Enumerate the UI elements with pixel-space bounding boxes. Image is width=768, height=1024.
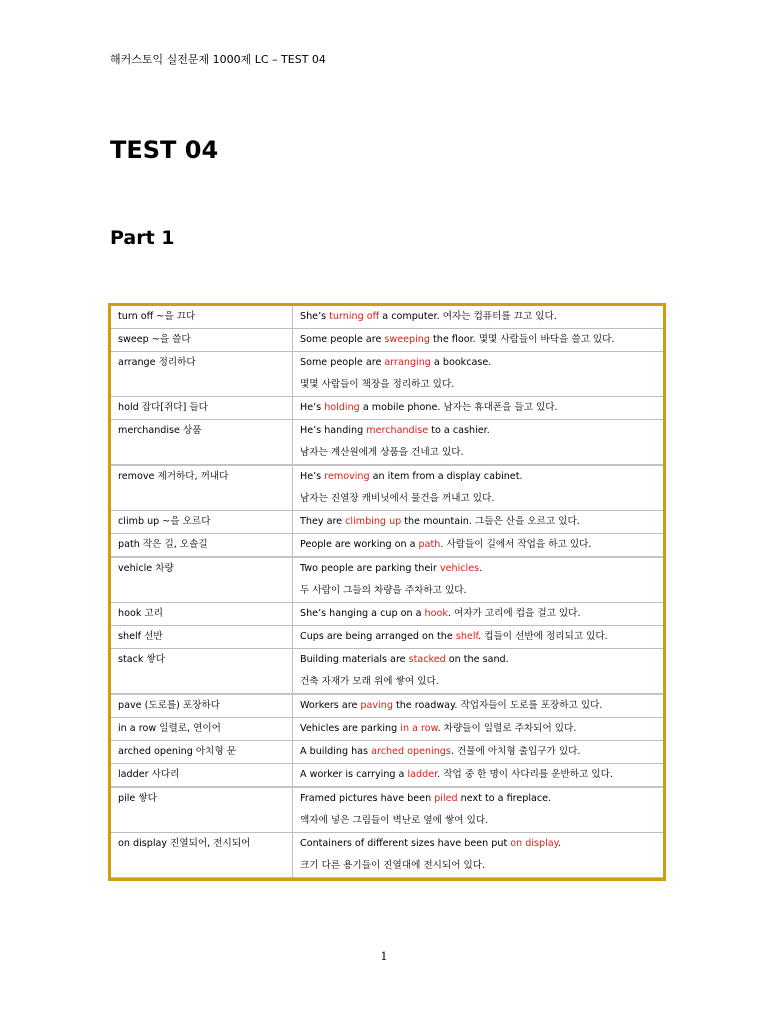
vocab-example [293, 352, 664, 397]
vocab-table [111, 306, 663, 878]
highlighted-term: path [418, 539, 441, 550]
page-number: 1 [380, 950, 388, 963]
vocab-term: turn off ~을 끄다 [111, 306, 293, 329]
vocab-row [111, 534, 663, 558]
vocab-term: in a row 일렬로, 연이어 [111, 718, 293, 741]
vocab-term: stack 쌓다 [111, 649, 293, 695]
vocab-row [111, 718, 663, 741]
example-translation: 건축 자재가 모래 위에 쌓여 있다. [300, 676, 439, 687]
vocab-row [111, 420, 663, 466]
example-text: He’s [300, 471, 325, 482]
vocab-example [293, 718, 664, 741]
vocab-example [293, 397, 664, 420]
highlighted-term: in a row [400, 723, 438, 734]
example-text: Some people are [300, 357, 385, 368]
vocab-example [293, 694, 664, 718]
highlighted-term: sweeping [384, 334, 430, 345]
highlighted-term: stacked [408, 654, 446, 665]
example-text: on the sand. [445, 654, 509, 665]
highlighted-term: holding [324, 402, 360, 413]
example-text: They are [300, 516, 346, 527]
example-text: to a cashier. [428, 425, 490, 436]
vocab-term: vehicle 차량 [111, 557, 293, 603]
highlighted-term: hook [424, 608, 448, 619]
vocab-term: path 작은 길, 오솔길 [111, 534, 293, 558]
example-translation: 남자는 계산원에게 상품을 건네고 있다. [300, 447, 464, 458]
vocab-example [293, 329, 664, 352]
vocab-example [293, 465, 664, 511]
vocab-term: sweep ~을 쓸다 [111, 329, 293, 352]
example-text: Cups are being arranged on the [300, 631, 456, 642]
document-header: 해커스토익 실전문제 1000제 LC – TEST 04 [110, 53, 326, 66]
vocab-example [293, 420, 664, 466]
vocab-row [111, 511, 663, 534]
vocab-row [111, 626, 663, 649]
example-text: Two people are parking their [300, 563, 440, 574]
vocab-example [293, 741, 664, 764]
vocab-example [293, 557, 664, 603]
example-text: Building materials are [300, 654, 409, 665]
vocab-term: arrange 정리하다 [111, 352, 293, 397]
example-text: a computer. 여자는 컴퓨터를 끄고 있다. [379, 311, 557, 322]
vocab-term: shelf 선반 [111, 626, 293, 649]
vocab-term: remove 제거하다, 꺼내다 [111, 465, 293, 511]
example-text: an item from a display cabinet. [369, 471, 523, 482]
example-text: a bookcase. [430, 357, 492, 368]
vocab-example [293, 534, 664, 558]
vocab-term: arched opening 아치형 문 [111, 741, 293, 764]
example-translation: 액자에 넣은 그림들이 벽난로 옆에 쌓여 있다. [300, 815, 489, 826]
highlighted-term: piled [434, 793, 458, 804]
example-text: . 사람들이 길에서 작업을 하고 있다. [440, 539, 592, 550]
example-text: a mobile phone. 남자는 휴대폰을 들고 있다. [359, 402, 558, 413]
vocab-row [111, 694, 663, 718]
example-translation: 크기 다른 용기들이 진열대에 전시되어 있다. [300, 860, 486, 871]
vocab-row [111, 306, 663, 329]
example-text: . 작업 중 한 명이 사다리를 운반하고 있다. [437, 769, 613, 780]
example-text: A building has [300, 746, 372, 757]
vocab-row [111, 329, 663, 352]
highlighted-term: turning off [329, 311, 380, 322]
example-text: . [479, 563, 483, 574]
vocab-example [293, 764, 664, 788]
vocab-row [111, 787, 663, 833]
vocab-row [111, 397, 663, 420]
vocab-row [111, 741, 663, 764]
vocab-row [111, 603, 663, 626]
example-translation: 남자는 진열장 캐비닛에서 물건을 꺼내고 있다. [300, 493, 495, 504]
example-text: A worker is carrying a [300, 769, 408, 780]
highlighted-term: arranging [384, 357, 431, 368]
example-text: Workers are [300, 700, 361, 711]
vocab-term: merchandise 상품 [111, 420, 293, 466]
highlighted-term: shelf [455, 631, 479, 642]
highlighted-term: merchandise [366, 425, 429, 436]
vocab-example [293, 787, 664, 833]
vocab-example [293, 649, 664, 695]
vocab-row [111, 557, 663, 603]
vocab-term: pave (도로를) 포장하다 [111, 694, 293, 718]
vocab-example [293, 833, 664, 878]
example-text: . 여자가 고리에 컵을 걸고 있다. [447, 608, 581, 619]
highlighted-term: paving [360, 700, 393, 711]
vocab-term: on display 진열되어, 전시되어 [111, 833, 293, 878]
vocab-term: hold 잡다[쥐다] 들다 [111, 397, 293, 420]
example-text: Some people are [300, 334, 385, 345]
vocab-example [293, 603, 664, 626]
highlighted-term: vehicles [439, 563, 480, 574]
example-translation: 두 사람이 그들의 차량을 주차하고 있다. [300, 585, 467, 596]
highlighted-term: removing [324, 471, 370, 482]
vocab-term: climb up ~을 오르다 [111, 511, 293, 534]
vocab-row [111, 764, 663, 788]
part-title: Part 1 [110, 227, 175, 249]
example-text: Containers of different sizes have been put [300, 838, 511, 849]
example-text: . 건물에 아치형 출입구가 있다. [450, 746, 581, 757]
example-text: She’s [300, 311, 330, 322]
example-text: the mountain. 그들은 산을 오르고 있다. [401, 516, 580, 527]
example-text: next to a fireplace. [457, 793, 552, 804]
example-text: He’s [300, 402, 325, 413]
vocab-example [293, 511, 664, 534]
example-text: She’s hanging a cup on a [300, 608, 425, 619]
vocab-term: ladder 사다리 [111, 764, 293, 788]
example-text: . 차량들이 일렬로 주차되어 있다. [437, 723, 577, 734]
example-text: Vehicles are parking [300, 723, 401, 734]
vocab-term: hook 고리 [111, 603, 293, 626]
vocab-row [111, 465, 663, 511]
example-text: . [557, 838, 562, 849]
highlighted-term: arched openings [371, 746, 451, 757]
highlighted-term: ladder [407, 769, 438, 780]
vocab-table-box [108, 303, 666, 881]
vocab-example [293, 626, 664, 649]
highlighted-term: on display [510, 838, 558, 849]
vocab-row [111, 649, 663, 695]
vocab-term: pile 쌓다 [111, 787, 293, 833]
example-text: He’s handing [300, 425, 367, 436]
example-text: . 컵들이 선반에 정리되고 있다. [478, 631, 608, 642]
example-text: People are working on a [300, 539, 419, 550]
vocab-example [293, 306, 664, 329]
vocab-row [111, 833, 663, 878]
example-text: the floor. 몇몇 사람들이 바닥을 쓸고 있다. [429, 334, 615, 345]
highlighted-term: climbing up [345, 516, 402, 527]
vocab-row [111, 352, 663, 397]
example-text: Framed pictures have been [300, 793, 435, 804]
test-title: TEST 04 [110, 136, 219, 164]
example-translation: 몇몇 사람들이 책장을 정리하고 있다. [300, 379, 455, 390]
example-text: the roadway. 작업자들이 도로를 포장하고 있다. [392, 700, 603, 711]
